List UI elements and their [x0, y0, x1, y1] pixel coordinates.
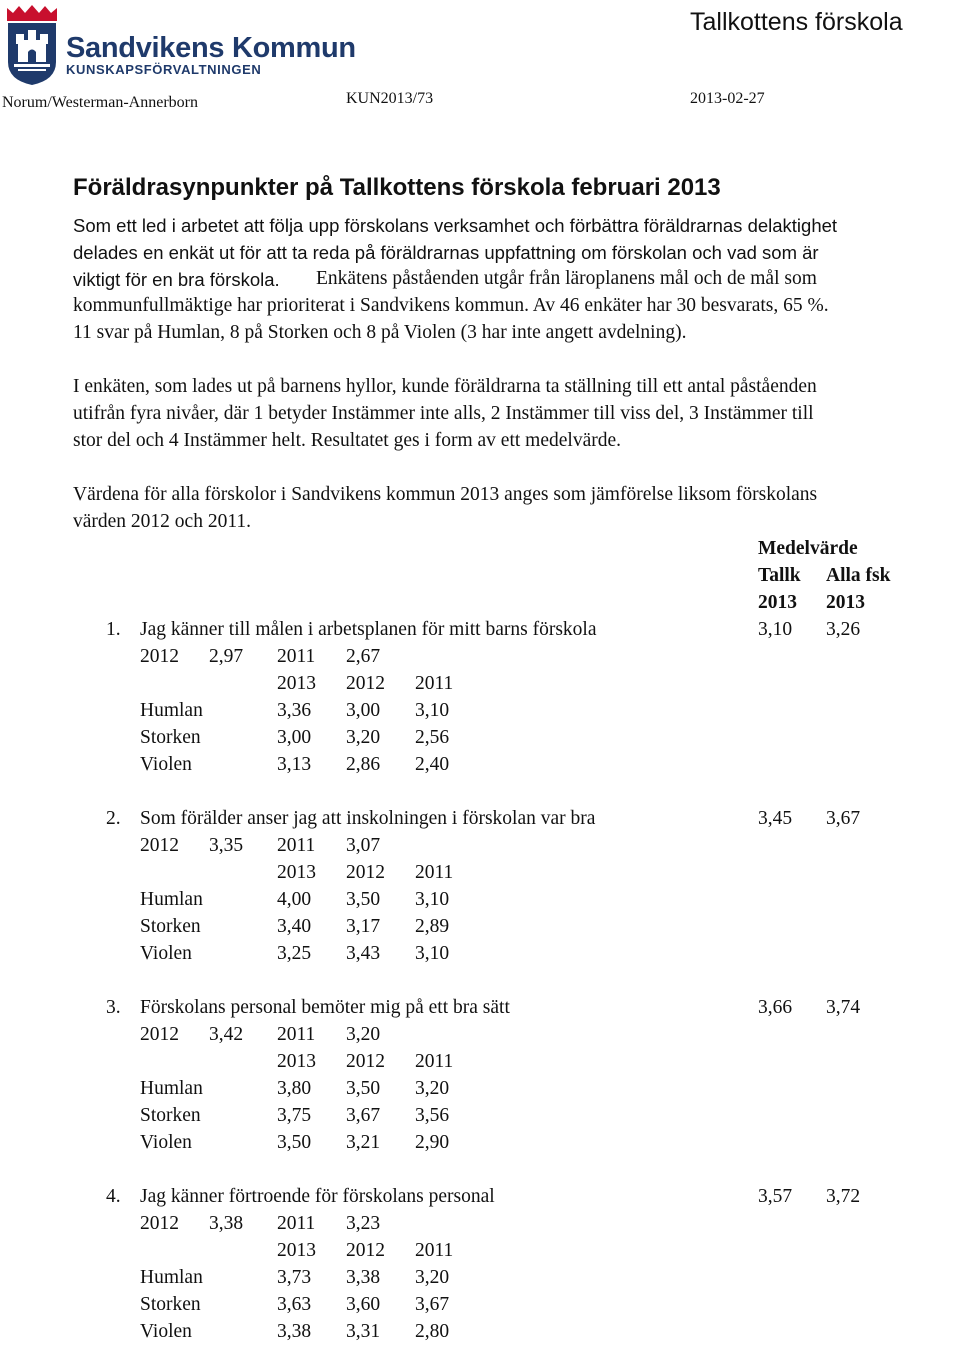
prev-year-value: 3,35	[209, 835, 244, 856]
column-header-tallk: Tallk	[758, 565, 801, 586]
department-value: 3,31	[346, 1321, 381, 1342]
department-value: 3,75	[277, 1105, 312, 1126]
prev-year-value: 3,42	[209, 1024, 244, 1045]
question-text: Jag känner förtroende för förskolans personal	[140, 1186, 495, 1207]
department-year-header: 2011	[415, 673, 454, 694]
department-value: 3,36	[277, 700, 312, 721]
org-department: KUNSKAPSFÖRVALTNINGEN	[66, 62, 262, 77]
prev-year-label: 2011	[277, 646, 316, 667]
paragraph-line: 11 svar på Humlan, 8 på Storken och 8 på Violen (3 har inte angett avdelning).	[73, 322, 687, 343]
tallk-mean-2013: 3,10	[758, 619, 793, 640]
prev-year-value: 3,07	[346, 835, 381, 856]
intro-line: Som ett led i arbetet att följa upp förskolans verksamhet och förbättra föräldrarnas delaktighet	[73, 215, 838, 236]
paragraph-line: Enkätens påståenden utgår från läroplanens mål och de mål som	[316, 268, 817, 289]
prev-year-label: 2012	[140, 835, 179, 856]
department-year-header: 2012	[346, 862, 385, 883]
question-number: 2.	[106, 808, 121, 829]
alla-fsk-mean-2013: 3,74	[826, 997, 861, 1018]
paragraph-line: stor del och 4 Instämmer helt. Resultatet ges i form av ett medelvärde.	[73, 430, 621, 451]
sandviken-crest-logo	[4, 4, 60, 86]
department-value: 3,73	[277, 1267, 312, 1288]
department-year-header: 2013	[277, 862, 316, 883]
department-year-header: 2013	[277, 673, 316, 694]
paragraph-line: värden 2012 och 2011.	[73, 511, 251, 532]
alla-fsk-mean-2013: 3,72	[826, 1186, 861, 1207]
department-value: 3,20	[415, 1078, 450, 1099]
department-name: Violen	[140, 943, 192, 964]
column-header-alla: Alla fsk	[826, 565, 891, 586]
department-value: 3,67	[346, 1105, 381, 1126]
question-text: Förskolans personal bemöter mig på ett bra sätt	[140, 997, 510, 1018]
department-value: 2,89	[415, 916, 450, 937]
paragraph-line: Värdena för alla förskolor i Sandvikens kommun 2013 anges som jämförelse liksom förskolans	[73, 484, 818, 505]
department-name: Humlan	[140, 889, 203, 910]
department-year-header: 2013	[277, 1051, 316, 1072]
department-name: Violen	[140, 754, 192, 775]
paragraph-line: utifrån fyra nivåer, där 1 betyder Instämmer inte alls, 2 Instämmer till viss del, 3 Instämmer till	[73, 403, 814, 424]
department-year-header: 2011	[415, 1240, 454, 1261]
department-value: 3,00	[346, 700, 381, 721]
intro-line: delades en enkät ut för att ta reda på föräldrarnas uppfattning om förskolan och vad som är	[73, 242, 819, 263]
department-name: Humlan	[140, 1078, 203, 1099]
department-value: 3,56	[415, 1105, 450, 1126]
column-group-title: Medelvärde	[758, 538, 858, 559]
department-value: 3,20	[415, 1267, 450, 1288]
department-name: Storken	[140, 1294, 201, 1315]
prev-year-value: 3,38	[209, 1213, 244, 1234]
tallk-mean-2013: 3,66	[758, 997, 793, 1018]
department-value: 2,86	[346, 754, 381, 775]
author: Norum/Westerman-Annerborn	[2, 94, 198, 111]
prev-year-value: 3,23	[346, 1213, 381, 1234]
department-name: Humlan	[140, 1267, 203, 1288]
prev-year-label: 2011	[277, 1213, 316, 1234]
department-name: Storken	[140, 1105, 201, 1126]
department-value: 3,10	[415, 700, 450, 721]
department-value: 3,10	[415, 889, 450, 910]
department-value: 3,38	[346, 1267, 381, 1288]
question-text: Som förälder anser jag att inskolningen i förskolan var bra	[140, 808, 596, 829]
question-number: 1.	[106, 619, 121, 640]
prev-year-value: 2,97	[209, 646, 244, 667]
document-title: Föräldrasynpunkter på Tallkottens förskola februari 2013	[73, 174, 721, 201]
prev-year-label: 2012	[140, 646, 179, 667]
column-header-year: 2013	[826, 592, 865, 613]
department-name: Violen	[140, 1132, 192, 1153]
paragraph-line: kommunfullmäktige har prioriterat i Sandvikens kommun. Av 46 enkäter har 30 besvarats, 65 %.	[73, 295, 829, 316]
department-value: 3,38	[277, 1321, 312, 1342]
school-name: Tallkottens förskola	[690, 8, 903, 36]
department-value: 2,90	[415, 1132, 450, 1153]
department-name: Violen	[140, 1321, 192, 1342]
department-year-header: 2012	[346, 1051, 385, 1072]
department-year-header: 2011	[415, 862, 454, 883]
question-number: 4.	[106, 1186, 121, 1207]
department-year-header: 2012	[346, 673, 385, 694]
department-value: 3,21	[346, 1132, 381, 1153]
department-year-header: 2011	[415, 1051, 454, 1072]
department-value: 3,00	[277, 727, 312, 748]
department-value: 2,80	[415, 1321, 450, 1342]
prev-year-label: 2012	[140, 1024, 179, 1045]
tallk-mean-2013: 3,57	[758, 1186, 793, 1207]
department-value: 3,17	[346, 916, 381, 937]
org-name: Sandvikens Kommun	[66, 32, 356, 64]
department-name: Humlan	[140, 700, 203, 721]
department-value: 3,67	[415, 1294, 450, 1315]
department-year-header: 2013	[277, 1240, 316, 1261]
tallk-mean-2013: 3,45	[758, 808, 793, 829]
prev-year-value: 2,67	[346, 646, 381, 667]
department-name: Storken	[140, 916, 201, 937]
department-value: 2,40	[415, 754, 450, 775]
alla-fsk-mean-2013: 3,67	[826, 808, 861, 829]
department-value: 3,20	[346, 727, 381, 748]
prev-year-value: 3,20	[346, 1024, 381, 1045]
department-value: 3,60	[346, 1294, 381, 1315]
department-value: 3,80	[277, 1078, 312, 1099]
alla-fsk-mean-2013: 3,26	[826, 619, 861, 640]
department-value: 3,10	[415, 943, 450, 964]
document-number: KUN2013/73	[346, 90, 434, 107]
prev-year-label: 2011	[277, 1024, 316, 1045]
prev-year-label: 2011	[277, 835, 316, 856]
question-text: Jag känner till målen i arbetsplanen för mitt barns förskola	[140, 619, 597, 640]
question-number: 3.	[106, 997, 121, 1018]
department-value: 3,50	[346, 1078, 381, 1099]
department-value: 3,63	[277, 1294, 312, 1315]
department-value: 3,40	[277, 916, 312, 937]
department-value: 3,13	[277, 754, 312, 775]
department-value: 3,25	[277, 943, 312, 964]
department-value: 4,00	[277, 889, 312, 910]
intro-line: viktigt för en bra förskola.	[73, 269, 280, 290]
department-value: 3,50	[277, 1132, 312, 1153]
prev-year-label: 2012	[140, 1213, 179, 1234]
paragraph-line: I enkäten, som lades ut på barnens hyllor, kunde föräldrarna ta ställning till ett antal påståenden	[73, 376, 817, 397]
department-year-header: 2012	[346, 1240, 385, 1261]
department-name: Storken	[140, 727, 201, 748]
department-value: 3,50	[346, 889, 381, 910]
document-date: 2013-02-27	[690, 90, 765, 107]
department-value: 3,43	[346, 943, 381, 964]
column-header-year: 2013	[758, 592, 797, 613]
department-value: 2,56	[415, 727, 450, 748]
